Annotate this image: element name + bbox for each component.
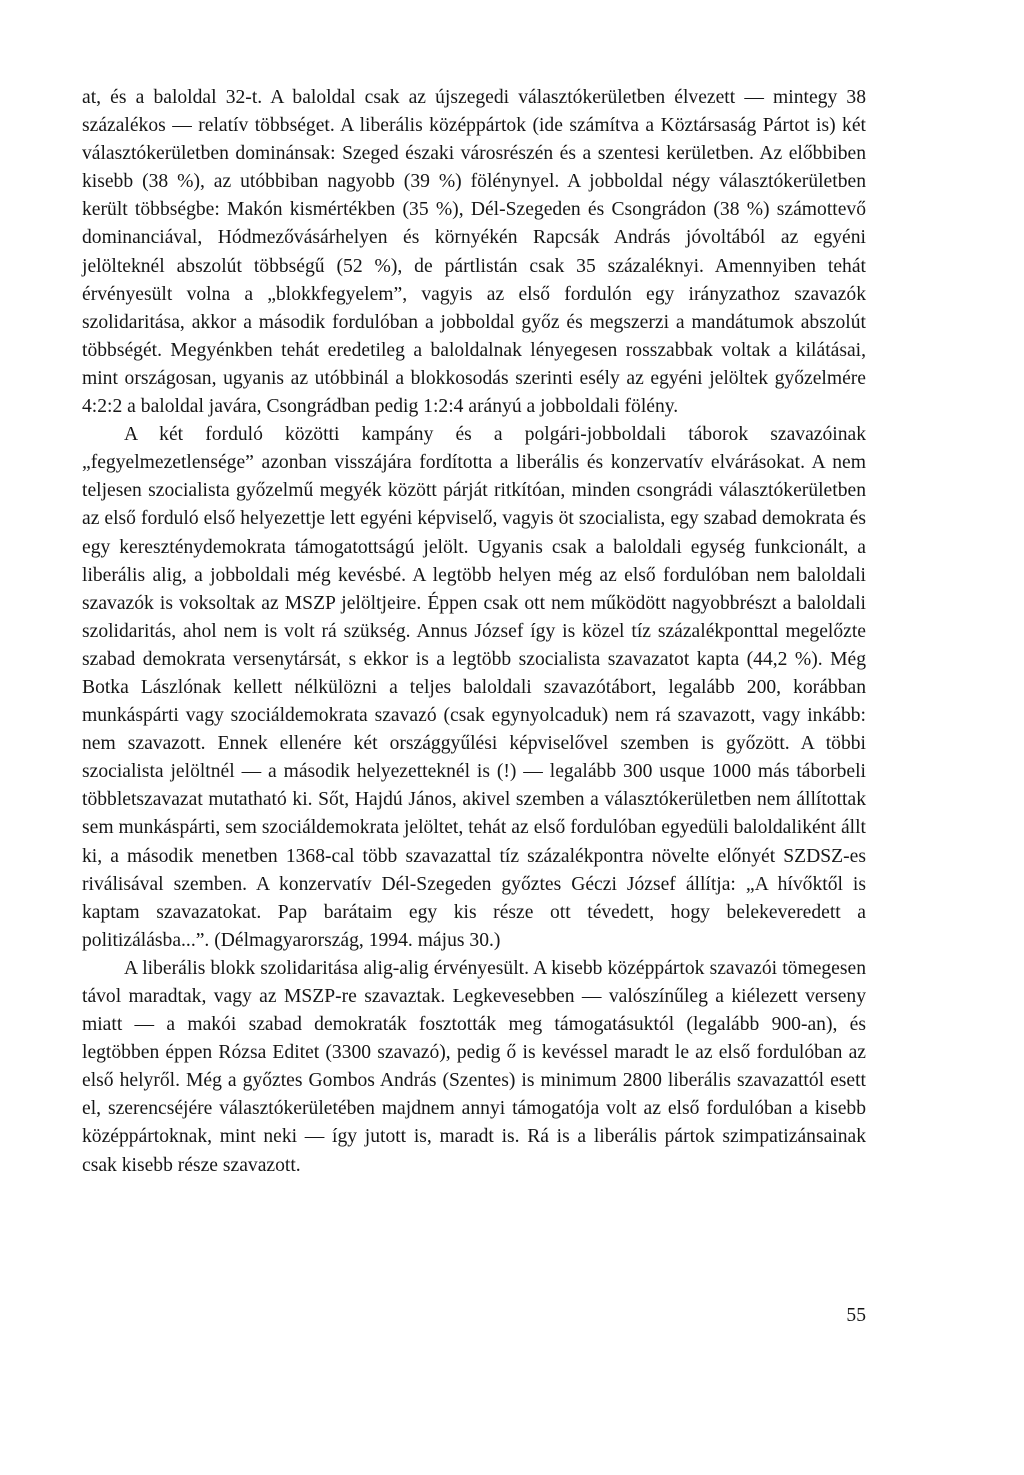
page-body bbox=[82, 84, 866, 1180]
paragraph-2: A két forduló közötti kampány és a polgári-jobboldali táborok szavazóinak „fegyelmezetlensége” azonban visszájára fordította a liberális és konzervatív elvárásokat. A nem teljesen szocialista győzelmű megyék között párját ritkítóan, minden csongrádi választókerületben az első forduló első helyezettje lett egyéni képviselő, vagyis öt szocialista, egy szabad demokrata és egy kereszténydemokrata támogatottságú jelölt. Ugyanis csak a baloldali egység funkcionált, a liberális alig, a jobboldali még kevésbé. A legtöbb helyen még az első fordulóban nem baloldali szavazók is voksoltak az MSZP jelöltjeire. Éppen csak ott nem működött nagyobbrészt a baloldali szolidaritás, ahol nem is volt rá szükség. Annus József így is közel tíz százalékponttal megelőzte szabad demokrata versenytársát, s ekkor is a legtöbb szocialista szavazatot kapta (44,2 %). Még Botka Lászlónak kellett nélkülözni a teljes baloldali szavazótábort, legalább 200, korábban munkáspárti vagy szociáldemokrata szavazó (csak egynyolcaduk) nem rá szavazott, vagy inkább: nem szavazott. Ennek ellenére két országgyűlési képviselővel szemben is győzött. A többi szocialista jelöltnél — a második helyezetteknél is (!) — legalább 300 usque 1000 más táborbeli többletszavazat mutatható ki. Sőt, Hajdú János, akivel szemben a választókerületben nem állítottak sem munkáspárti, sem szociáldemokrata jelöltet, tehát az első fordulóban egyedüli baloldaliként állt ki, a második menetben 1368-cal több szavazattal tíz százalékpontra növelte előnyét SZDSZ-es riválisával szemben. A konzervatív Dél-Szegeden győztes Géczi József állítja: „A hívőktől is kaptam szavazatokat. Pap barátaim egy kis része ott tévedett, hogy belekeveredett a politizálásba...”. (Délmagyarország, 1994. május 30.) bbox=[82, 424, 866, 951]
paragraph-3: A liberális blokk szolidaritása alig-alig érvényesült. A kisebb középpártok szavazói tömegesen távol maradtak, vagy az MSZP-re szavaztak. Legkevesebben — valószínűleg a kiélezett verseny miatt — a makói szabad demokraták fosztották meg támogatásuktól (legalább 900-an), és legtöbben éppen Rózsa Editet (3300 szavazó), pedig ő is kevéssel maradt le az első fordulóban az első helyről. Még a győztes Gombos András (Szentes) is minimum 2800 liberális szavazattól esett el, szerencséjére választókerületében majdnem annyi támogatója volt az első fordulóban a kisebb középpártoknak, mint neki — így jutott is, maradt is. Rá is a liberális pártok szimpatizánsainak csak kisebb része szavazott. bbox=[82, 957, 866, 1176]
page-number: 55 bbox=[846, 1305, 866, 1326]
paragraph-1: at, és a baloldal 32-t. A baloldal csak az újszegedi választókerületben élvezett — mintegy 38 százalékos — relatív többséget. A liberális középpártok (ide számítva a Köztársaság Pártot is) két választókerületben dominánsak: Szeged északi városrészén és a szentesi kerületben. Az előbbiben kisebb (38 %), az utóbbiban nagyobb (39 %) fölénynyel. A jobboldal négy választókerületben került többségbe: Makón kismértékben (35 %), Dél-Szegeden és Csongrádon (38 %) számottevő dominanciával, Hódmezővásárhelyen és környékén Rapcsák András jóvoltából az egyéni jelölteknél abszolút többségű (52 %), de pártlistán csak 35 százaléknyi. Amennyiben tehát érvényesült volna a „blokkfegyelem”, vagyis az első fordulón egy irányzathoz szavazók szolidaritása, akkor a második fordulóban a jobboldal győz és megszerzi a mandátumok abszolút többségét. Megyénkben tehát eredetileg a baloldalnak lényegesen rosszabbak voltak a kilátásai, mint országosan, ugyanis az utóbbinál a blokkosodás szerinti esély az egyéni jelöltek győzelmére 4:2:2 a baloldal javára, Csongrádban pedig 1:2:4 arányú a jobboldali fölény. bbox=[82, 87, 866, 418]
